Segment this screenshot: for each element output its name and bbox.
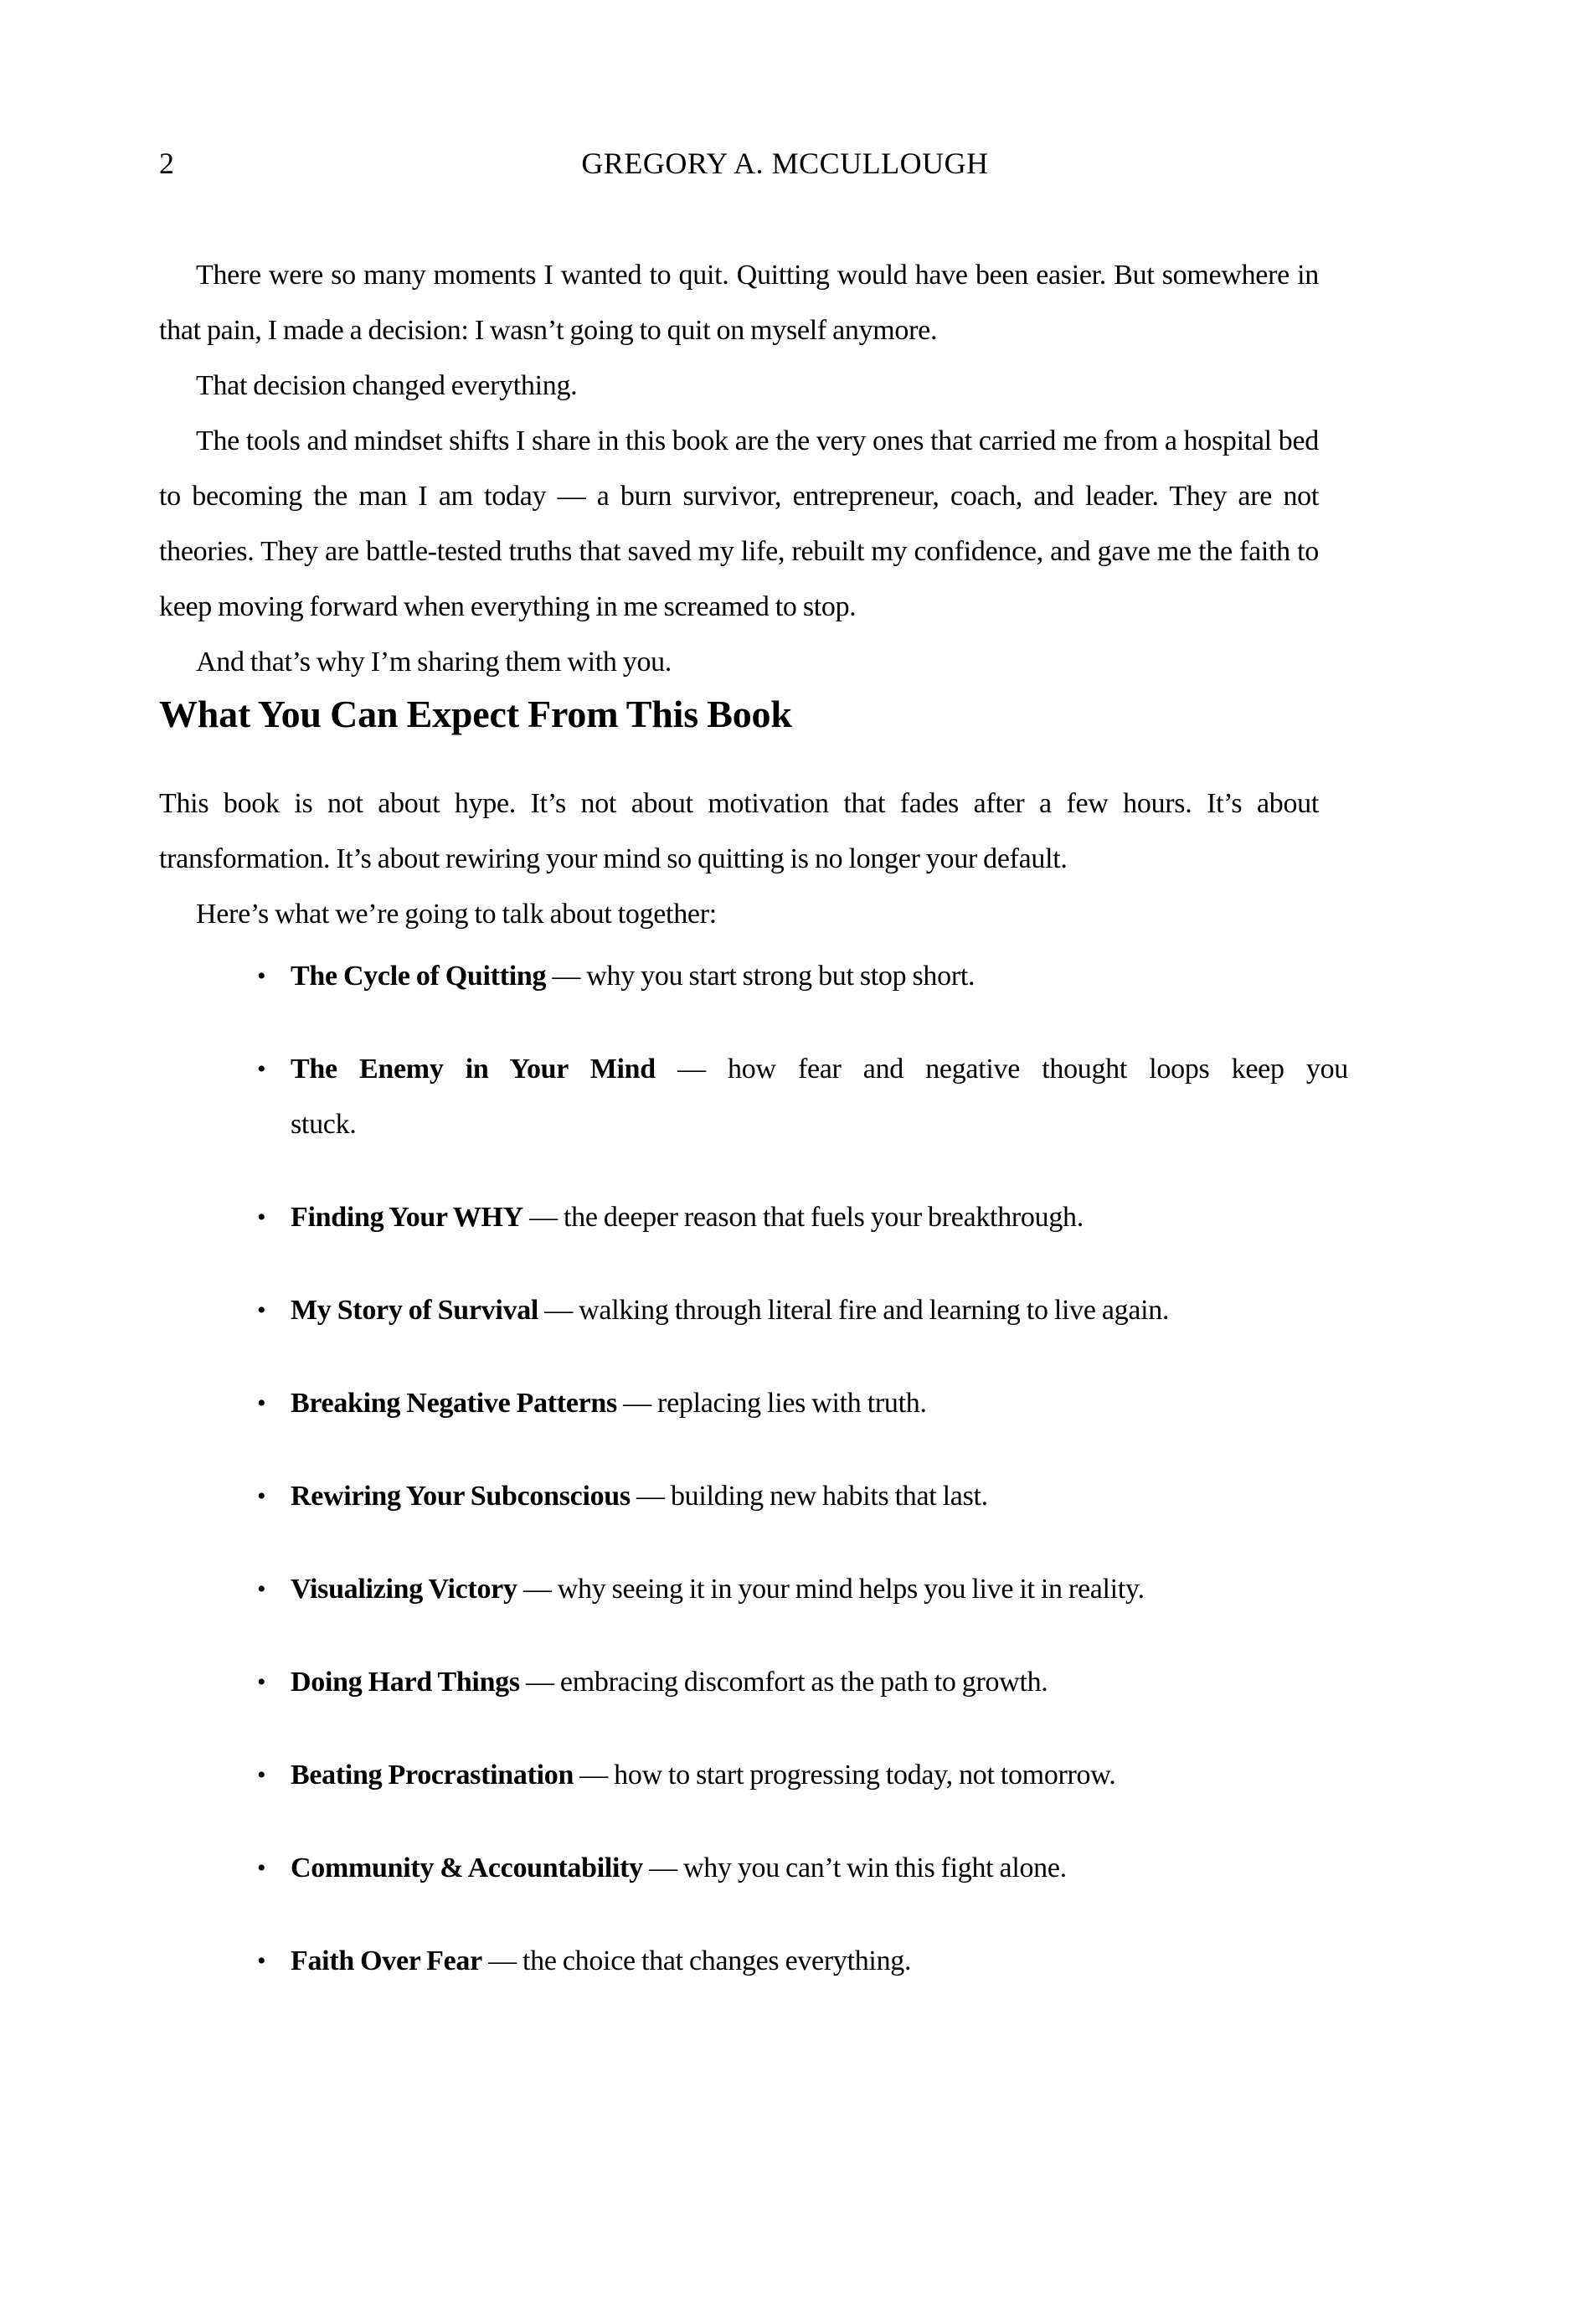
list-item xyxy=(159,1934,1348,1989)
bullet-description: — replacing lies with truth. xyxy=(623,1388,927,1419)
bullet-title: The Enemy in Your Mind xyxy=(291,1054,656,1085)
bullet-description-line2: stuck. xyxy=(291,1109,357,1140)
bullet-title: Visualizing Victory xyxy=(291,1574,517,1605)
list-item xyxy=(159,1655,1348,1710)
bullet-icon: • xyxy=(257,1854,266,1882)
bullet-description: — why you can’t win this fight alone. xyxy=(649,1853,1067,1883)
bullet-description: — how to start progressing today, not tomorrow. xyxy=(579,1760,1116,1791)
bullet-icon: • xyxy=(257,962,266,990)
list-item xyxy=(159,1376,1348,1431)
list-item xyxy=(159,1190,1348,1245)
page-header xyxy=(0,144,1570,183)
page-number: 2 xyxy=(159,147,174,180)
list-item xyxy=(159,1748,1348,1803)
list-item xyxy=(159,1283,1348,1338)
body-paragraph-3: The tools and mindset shifts I share in this book are the very ones that carried me from a hospital bed to becoming the man I am today — a burn survivor, entrepreneur, coach, and leader. They are not theories. They are battle-tested truths that saved my life, rebuilt my confidence, and gave me the faith to keep moving forward when everything in me screamed to stop. xyxy=(159,425,1319,622)
bullet-icon: • xyxy=(257,1055,266,1083)
list-item xyxy=(159,1562,1348,1617)
bullet-icon: • xyxy=(257,1296,266,1324)
bullet-description: — why seeing it in your mind helps you live it in reality. xyxy=(522,1574,1145,1605)
running-header: GREGORY A. MCCULLOUGH xyxy=(581,147,989,180)
bullet-description: — walking through literal fire and learning to live again. xyxy=(544,1295,1170,1326)
bullet-description: — the deeper reason that fuels your breakthrough. xyxy=(529,1202,1084,1233)
bullet-title: My Story of Survival xyxy=(291,1295,539,1326)
section-heading: What You Can Expect From This Book xyxy=(159,693,792,735)
page-content xyxy=(159,248,1349,1989)
bullet-description: — embracing discomfort as the path to growth. xyxy=(526,1667,1048,1698)
list-lead-in: Here’s what we’re going to talk about together: xyxy=(196,899,717,930)
bullet-icon: • xyxy=(257,1482,266,1510)
section-intro-paragraph: This book is not about hype. It’s not about motivation that fades after a few hours. It’s about transformation. It’s about rewiring your mind so quitting is no longer your default. xyxy=(159,788,1319,874)
bullet-icon: • xyxy=(257,1575,266,1603)
list-item xyxy=(159,1469,1348,1524)
bullet-icon: • xyxy=(257,1668,266,1696)
bullet-description: — how fear and negative thought loops keep you xyxy=(677,1054,1349,1085)
list-item xyxy=(159,1841,1348,1896)
bullet-description: — why you start strong but stop short. xyxy=(552,961,975,992)
bullet-title: Faith Over Fear xyxy=(291,1945,482,1976)
bullet-title: The Cycle of Quitting xyxy=(291,961,547,992)
list-item xyxy=(159,1042,1348,1152)
bullet-title: Community & Accountability xyxy=(291,1853,643,1883)
body-paragraph-4: And that’s why I’m sharing them with you. xyxy=(196,647,672,678)
bullet-title: Doing Hard Things xyxy=(291,1667,520,1698)
bullet-title: Beating Procrastination xyxy=(291,1760,574,1791)
bullet-icon: • xyxy=(257,1389,266,1417)
body-paragraph-2: That decision changed everything. xyxy=(196,370,578,401)
list-item xyxy=(159,949,1348,1004)
body-paragraph-1: There were so many moments I wanted to quit. Quitting would have been easier. But somewhere in that pain, I made a decision: I wasn’t going to quit on myself anymore. xyxy=(159,260,1319,346)
bullet-description: — building new habits that last. xyxy=(636,1481,988,1512)
bullet-title: Rewiring Your Subconscious xyxy=(291,1481,631,1512)
bullet-icon: • xyxy=(257,1947,266,1975)
chapter-list xyxy=(159,949,1348,1989)
bullet-icon: • xyxy=(257,1761,266,1789)
bullet-title: Finding Your WHY xyxy=(291,1202,523,1233)
bullet-icon: • xyxy=(257,1203,266,1231)
bullet-title: Breaking Negative Patterns xyxy=(291,1388,617,1419)
bullet-description: — the choice that changes everything. xyxy=(488,1945,912,1976)
